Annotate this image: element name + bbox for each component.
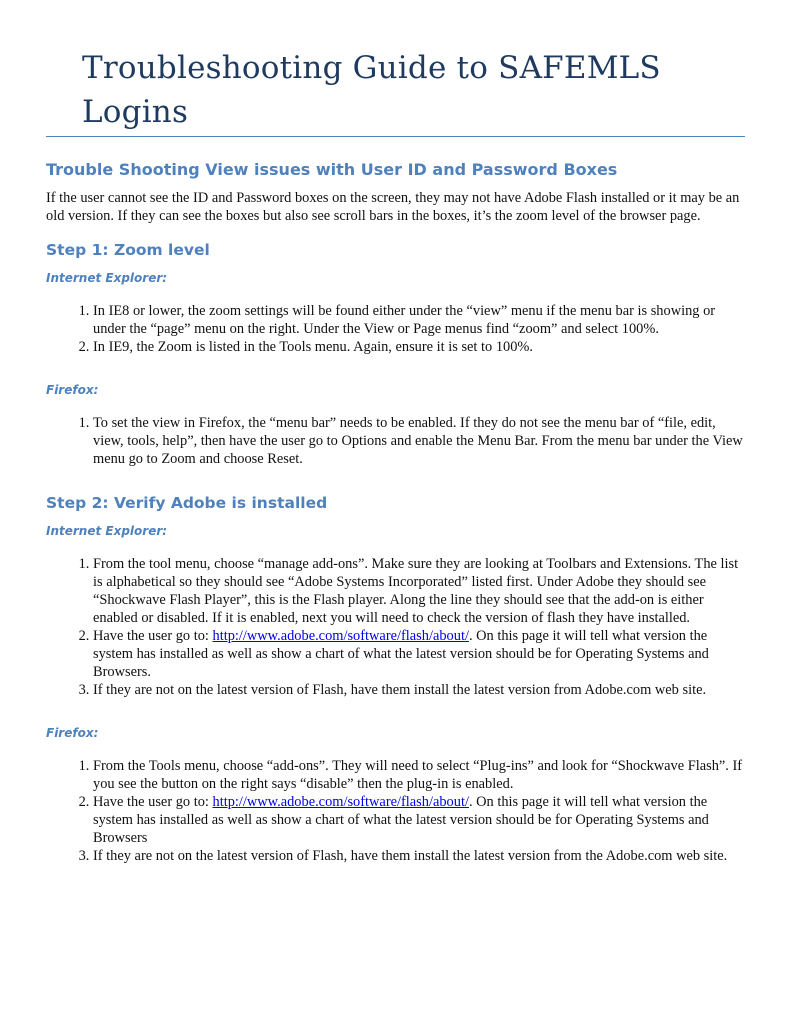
step2-ie-list [46, 555, 745, 699]
list-item [93, 793, 745, 847]
step2-ie-label: Internet Explorer: [46, 524, 168, 538]
list-item: 1. To set the view in Firefox, the “menu bar” needs to be enabled. If they do not see the menu bar of “file, edit, view, tools, help”, then have the user go to Options and enable the Menu Bar. From the menu bar under the View menu go to Zoom and choose Reset. [93, 414, 745, 468]
adobe-flash-about-link[interactable]: http://www.adobe.com/software/flash/about/ [212, 794, 469, 810]
list-item-text: . On this page it will tell what version the system has installed as well as show a chart of what the latest version should be for Operating Systems and Browsers. [93, 628, 709, 680]
list-item: 3. If they are not on the latest version of Flash, have them install the latest version from the Adobe.com web site. [93, 847, 745, 865]
list-item-text: Have the user go to: [93, 628, 213, 644]
title-divider [46, 136, 745, 137]
list-item: 2. In IE9, the Zoom is listed in the Tools menu. Again, ensure it is set to 100%. [93, 338, 745, 356]
page-title: Troubleshooting Guide to SAFEMLS Logins [82, 50, 661, 130]
adobe-flash-about-link[interactable]: http://www.adobe.com/software/flash/about/ [212, 628, 469, 644]
list-item: 3. If they are not on the latest version of Flash, have them install the latest version from Adobe.com web site. [93, 681, 745, 699]
list-item-text: Have the user go to: [93, 794, 213, 810]
step1-ie-label: Internet Explorer: [46, 271, 168, 285]
section-heading: Trouble Shooting View issues with User ID and Password Boxes [46, 160, 618, 179]
list-item-text: . On this page it will tell what version the system has installed as well as show a chart of what the latest version should be for Operating Systems and Browsers [93, 794, 709, 846]
step1-heading: Step 1: Zoom level [46, 241, 210, 259]
step2-heading: Step 2: Verify Adobe is installed [46, 494, 328, 512]
list-item: 1. From the tool menu, choose “manage add-ons”. Make sure they are looking at Toolbars and Extensions. The list is alphabetical so they should see “Adobe Systems Incorporated” listed first. Under Adobe they should see “Shockwave Flash Player”, this is the Flash player. Along the line they should see that the add-on is either enabled or disabled. If it is enabled, next you will need to check the version of flash they have installed. [93, 555, 745, 627]
step1-firefox-list [46, 414, 745, 468]
step1-firefox-label: Firefox: [46, 383, 99, 397]
list-item [93, 627, 745, 681]
intro-paragraph: If the user cannot see the ID and Password boxes on the screen, they may not have Adobe Flash installed or it may be an old version. If they can see the boxes but also see scroll bars in the boxes, it’s the zoom level of the browser page. [46, 190, 740, 224]
step1-ie-list [46, 302, 745, 356]
list-item: 1. In IE8 or lower, the zoom settings will be found either under the “view” menu if the menu bar is showing or under the “page” menu on the right. Under the View or Page menus find “zoom” and select 100%. [93, 302, 745, 338]
list-item: 1. From the Tools menu, choose “add-ons”. They will need to select “Plug-ins” and look for “Shockwave Flash”. If you see the button on the right says “disable” then the plug-in is enabled. [93, 757, 745, 793]
step2-firefox-list [46, 757, 745, 865]
step2-firefox-label: Firefox: [46, 726, 99, 740]
